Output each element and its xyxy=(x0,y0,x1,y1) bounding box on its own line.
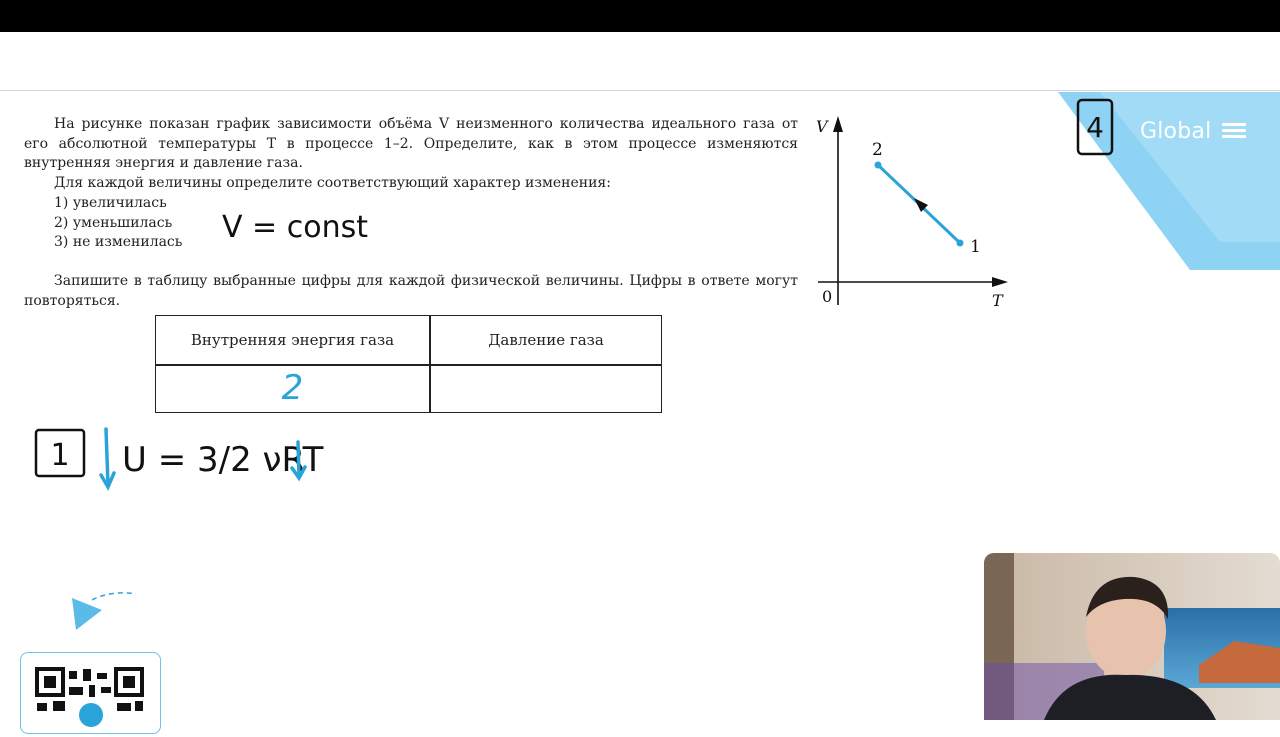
problem-text xyxy=(24,115,798,193)
point-1 xyxy=(957,240,964,247)
qr-code-icon xyxy=(21,653,160,733)
table-header-internal-energy: Внутренняя энергия газа xyxy=(190,331,395,349)
down-arrow-right-icon xyxy=(288,440,310,484)
x-axis-label: T xyxy=(992,291,1003,310)
option-3: 3) не изменилась xyxy=(54,234,183,251)
paper-plane-icon xyxy=(66,588,142,634)
option-2: 2) уменьшилась xyxy=(54,214,173,231)
brand-logo-icon xyxy=(1222,123,1246,143)
origin-label: 0 xyxy=(822,287,833,306)
box-number: 1 xyxy=(50,438,70,473)
point-2-label: 2 xyxy=(872,140,883,160)
point-1-label: 1 xyxy=(970,237,981,257)
header-separator xyxy=(0,90,1280,91)
problem-paragraph-2: Для каждой величины определите соответствующий характер изменения: xyxy=(54,174,611,191)
corner-number: 4 xyxy=(1086,111,1104,144)
problem-instructions xyxy=(24,272,798,311)
answer-options xyxy=(54,194,182,253)
down-arrow-left-icon xyxy=(98,425,118,493)
handwritten-box-4 xyxy=(1075,97,1117,157)
qr-card[interactable] xyxy=(20,652,161,734)
problem-paragraph-1: На рисунке показан график зависимости объёма V неизменного количества идеального газа от его абсолютной температуры T в процессе 1–2. Определите, как в этом процессе изменяются внутренняя энергия и давление газа. xyxy=(24,116,798,172)
answer-internal-energy[interactable]: 2 xyxy=(281,368,304,408)
y-axis-label: V xyxy=(816,117,828,136)
handwritten-note: V = const xyxy=(222,210,368,245)
point-2 xyxy=(875,162,882,169)
webcam-video xyxy=(984,553,1280,720)
top-black-bar xyxy=(0,0,1280,32)
brand-name: Global xyxy=(1140,119,1212,144)
answer-table xyxy=(155,315,662,413)
table-header-pressure: Давление газа xyxy=(488,331,604,349)
option-1: 1) увеличилась xyxy=(54,195,167,211)
handwritten-box-1 xyxy=(32,426,88,480)
problem-paragraph-3: Запишите в таблицу выбранные цифры для каждой физической величины. Цифры в ответе могут повторяться. xyxy=(24,273,798,309)
v-t-graph xyxy=(810,110,1020,315)
handwritten-formula: U = 3/2 νRT xyxy=(122,440,324,480)
